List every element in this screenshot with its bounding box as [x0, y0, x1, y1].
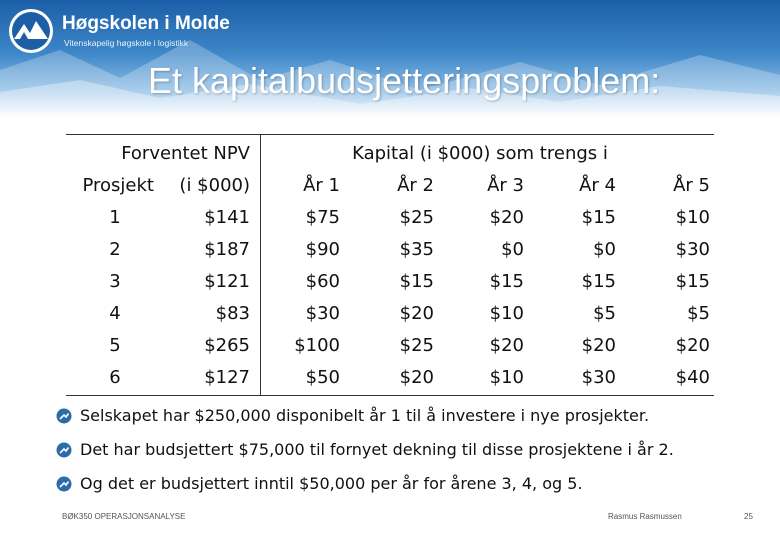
header-npv-label: Forventet NPV: [121, 143, 250, 164]
capital-value: $10: [489, 303, 524, 324]
header-year: År 2: [397, 175, 434, 196]
bullet-arrow-icon: [56, 408, 72, 424]
capital-value: $15: [581, 207, 616, 228]
capital-value: $25: [399, 335, 434, 356]
capital-value: $20: [489, 335, 524, 356]
capital-value: $30: [305, 303, 340, 324]
table-top-rule: [66, 134, 714, 135]
header-npv-unit: (i $000): [179, 175, 250, 196]
header-year: År 4: [579, 175, 616, 196]
bullet-text: Det har budsjettert $75,000 til fornyet dekning til disse prosjektene i år 2.: [80, 440, 674, 459]
table-column-divider: [260, 134, 261, 395]
project-number: 4: [109, 303, 121, 324]
npv-value: $127: [204, 367, 250, 388]
project-number: 3: [109, 271, 121, 292]
capital-value: $20: [489, 207, 524, 228]
npv-value: $83: [215, 303, 250, 324]
table-bottom-rule: [66, 395, 714, 396]
capital-value: $20: [399, 367, 434, 388]
npv-value: $187: [204, 239, 250, 260]
slide-header-banner: [0, 0, 780, 118]
capital-value: $15: [399, 271, 434, 292]
capital-value: $90: [305, 239, 340, 260]
capital-value: $25: [399, 207, 434, 228]
footer-course: BØK350 OPERASJONSANALYSE: [62, 512, 186, 521]
project-number: 5: [109, 335, 121, 356]
capital-value: $60: [305, 271, 340, 292]
capital-value: $30: [581, 367, 616, 388]
capital-value: $35: [399, 239, 434, 260]
capital-value: $100: [294, 335, 340, 356]
bullet-text: Selskapet har $250,000 disponibelt år 1 til å investere i nye prosjekter.: [80, 406, 650, 425]
slide-title: Et kapitalbudsjetteringsproblem:: [148, 60, 661, 101]
npv-value: $265: [204, 335, 250, 356]
capital-value: $15: [581, 271, 616, 292]
capital-value: $0: [593, 239, 616, 260]
header-capital-label: Kapital (i $000) som trengs i: [352, 143, 608, 164]
capital-value: $75: [305, 207, 340, 228]
capital-value: $30: [675, 239, 710, 260]
bullet-arrow-icon: [56, 442, 72, 458]
header-year: År 3: [487, 175, 524, 196]
capital-value: $40: [675, 367, 710, 388]
project-number: 1: [109, 207, 121, 228]
capital-value: $10: [489, 367, 524, 388]
npv-value: $141: [204, 207, 250, 228]
capital-value: $5: [593, 303, 616, 324]
brand-name: Høgskolen i Molde: [62, 13, 230, 34]
footer-author: Rasmus Rasmussen: [608, 512, 682, 521]
project-number: 6: [109, 367, 121, 388]
capital-value: $15: [489, 271, 524, 292]
capital-value: $20: [581, 335, 616, 356]
page-number: 25: [744, 512, 753, 521]
capital-value: $20: [675, 335, 710, 356]
header-project: Prosjekt: [82, 175, 154, 196]
header-year: År 5: [673, 175, 710, 196]
brand-tagline: Vitenskapelig høgskole i logistikk: [64, 38, 189, 48]
bullet-arrow-icon: [56, 476, 72, 492]
project-number: 2: [109, 239, 121, 260]
header-year: År 1: [303, 175, 340, 196]
capital-value: $5: [687, 303, 710, 324]
capital-value: $50: [305, 367, 340, 388]
capital-value: $0: [501, 239, 524, 260]
capital-value: $20: [399, 303, 434, 324]
capital-value: $15: [675, 271, 710, 292]
school-logo-icon: [8, 8, 54, 54]
npv-value: $121: [204, 271, 250, 292]
capital-value: $10: [675, 207, 710, 228]
bullet-text: Og det er budsjettert inntil $50,000 per år for årene 3, 4, og 5.: [80, 474, 583, 493]
